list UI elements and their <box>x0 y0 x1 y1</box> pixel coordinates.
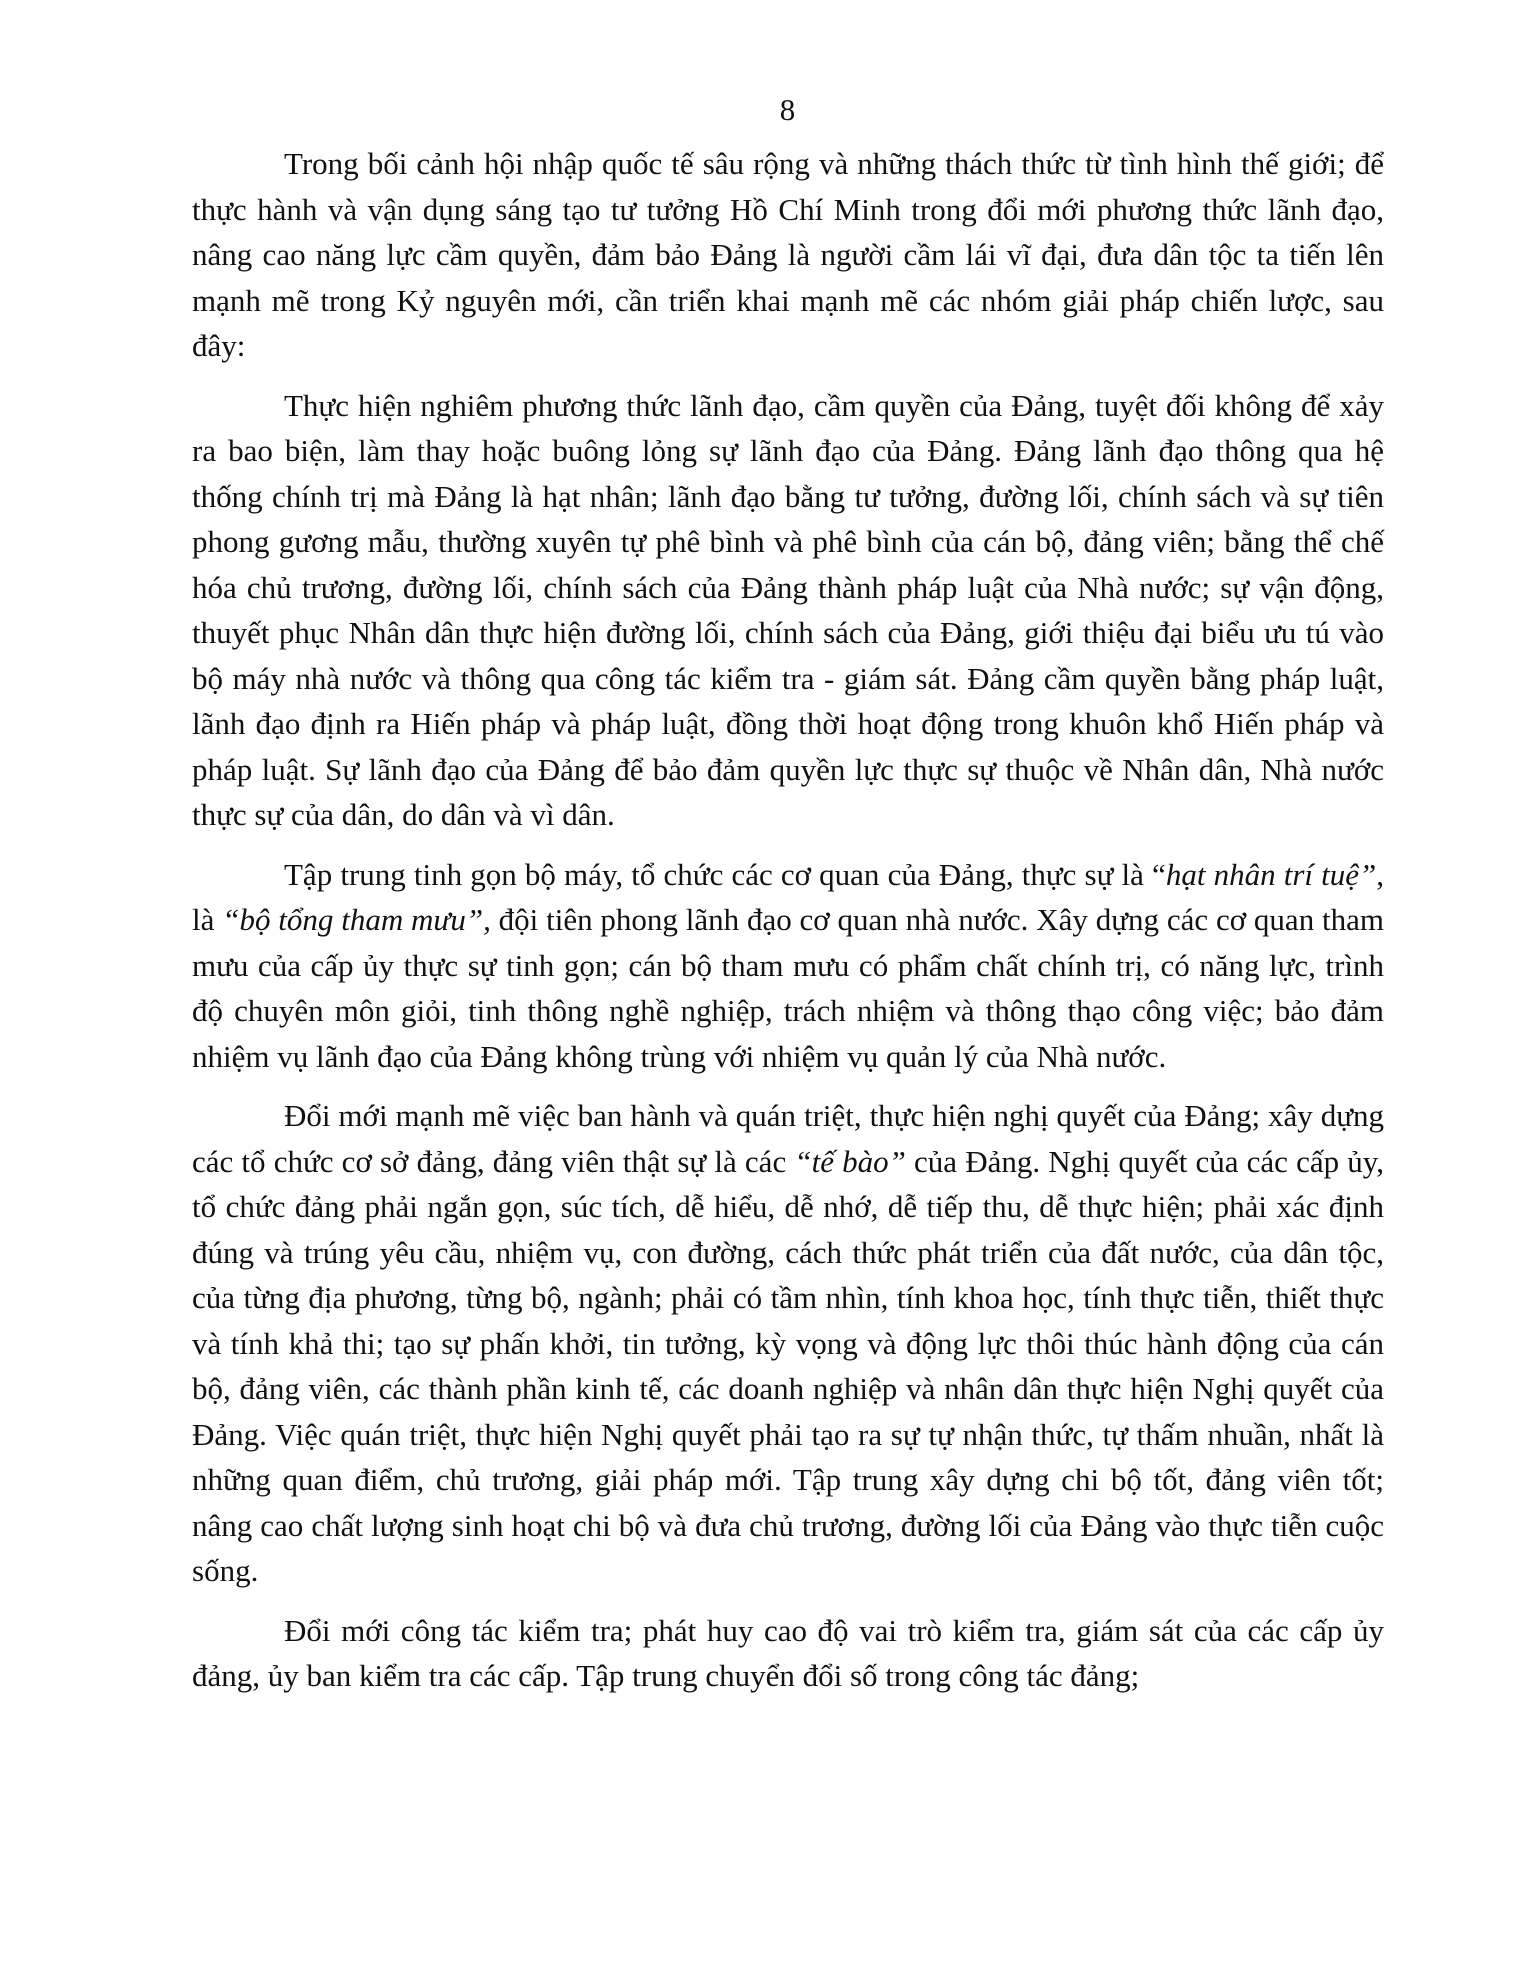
paragraph-1 <box>192 141 1384 369</box>
paragraph-text: của Đảng. Nghị quyết của các cấp ủy, tổ chức đảng phải ngắn gọn, súc tích, dễ hiểu, dễ nhớ, dễ tiếp thu, dễ thực hiện; phải xác định đúng và trúng yêu cầu, nhiệm vụ, con đường, cách thức phát triển của đất nước, của dân tộc, của từng địa phương, từng bộ, ngành; phải có tầm nhìn, tính khoa học, tính thực tiễn, thiết thực và tính khả thi; tạo sự phấn khởi, tin tưởng, kỳ vọng và động lực thôi thúc hành động của cán bộ, đảng viên, các thành phần kinh tế, các doanh nghiệp và nhân dân thực hiện Nghị quyết của Đảng. Việc quán triệt, thực hiện Nghị quyết phải tạo ra sự tự nhận thức, tự thấm nhuần, nhất là những quan điểm, chủ trương, giải pháp mới. Tập trung xây dựng chi bộ tốt, đảng viên tốt; nâng cao chất lượng sinh hoạt chi bộ và đưa chủ trương, đường lối của Đảng vào thực tiễn cuộc sống. <box>192 1143 1384 1588</box>
paragraph-2 <box>192 383 1384 838</box>
document-body <box>192 141 1384 1713</box>
paragraph-5 <box>192 1608 1384 1699</box>
paragraph-3 <box>192 852 1384 1080</box>
italic-quote: “bộ tổng tham mưu”, <box>222 902 491 937</box>
paragraph-4 <box>192 1093 1384 1594</box>
paragraph-text: Trong bối cảnh hội nhập quốc tế sâu rộng và những thách thức từ tình hình thế giới; để thực hành và vận dụng sáng tạo tư tưởng Hồ Chí Minh trong đổi mới phương thức lãnh đạo, nâng cao năng lực cầm quyền, đảm bảo Đảng là người cầm lái vĩ đại, đưa dân tộc ta tiến lên mạnh mẽ trong Kỷ nguyên mới, cần triển khai mạnh mẽ các nhóm giải pháp chiến lược, sau đây: <box>192 146 1384 363</box>
paragraph-text: , là <box>192 856 1384 937</box>
paragraph-text: Tập trung tinh gọn bộ máy, tổ chức các cơ quan của Đảng, thực sự là “ <box>284 856 1166 892</box>
paragraph-text: Đổi mới công tác kiểm tra; phát huy cao độ vai trò kiểm tra, giám sát của các cấp ủy đảng, ủy ban kiểm tra các cấp. Tập trung chuyển đổi số trong công tác đảng; <box>192 1612 1384 1693</box>
italic-quote: “tế bào” <box>794 1143 906 1179</box>
paragraph-text: Đổi mới mạnh mẽ việc ban hành và quán triệt, thực hiện nghị quyết của Đảng; xây dựng các tổ chức cơ sở đảng, đảng viên thật sự là các <box>192 1098 1384 1179</box>
italic-quote: hạt nhân trí tuệ” <box>1165 856 1377 892</box>
page-number: 8 <box>779 92 796 127</box>
paragraph-text: Thực hiện nghiêm phương thức lãnh đạo, cầm quyền của Đảng, tuyệt đối không để xảy ra bao biện, làm thay hoặc buông lỏng sự lãnh đạo của Đảng. Đảng lãnh đạo thông qua hệ thống chính trị mà Đảng là hạt nhân; lãnh đạo bằng tư tưởng, đường lối, chính sách và sự tiên phong gương mẫu, thường xuyên tự phê bình và phê bình của cán bộ, đảng viên; bằng thể chế hóa chủ trương, đường lối, chính sách của Đảng thành pháp luật của Nhà nước; sự vận động, thuyết phục Nhân dân thực hiện đường lối, chính sách của Đảng, giới thiệu đại biểu ưu tú vào bộ máy nhà nước và thông qua công tác kiểm tra - giám sát. Đảng cầm quyền bằng pháp luật, lãnh đạo định ra Hiến pháp và pháp luật, đồng thời hoạt động trong khuôn khổ Hiến pháp và pháp luật. Sự lãnh đạo của Đảng để bảo đảm quyền lực thực sự thuộc về Nhân dân, Nhà nước thực sự của dân, do dân và vì dân. <box>192 387 1384 832</box>
paragraph-text: đội tiên phong lãnh đạo cơ quan nhà nước. Xây dựng các cơ quan tham mưu của cấp ủy thực sự tinh gọn; cán bộ tham mưu có phẩm chất chính trị, có năng lực, trình độ chuyên môn giỏi, tinh thông nghề nghiệp, trách nhiệm và thông thạo công việc; bảo đảm nhiệm vụ lãnh đạo của Đảng không trùng với nhiệm vụ quản lý của Nhà nước. <box>192 902 1385 1074</box>
